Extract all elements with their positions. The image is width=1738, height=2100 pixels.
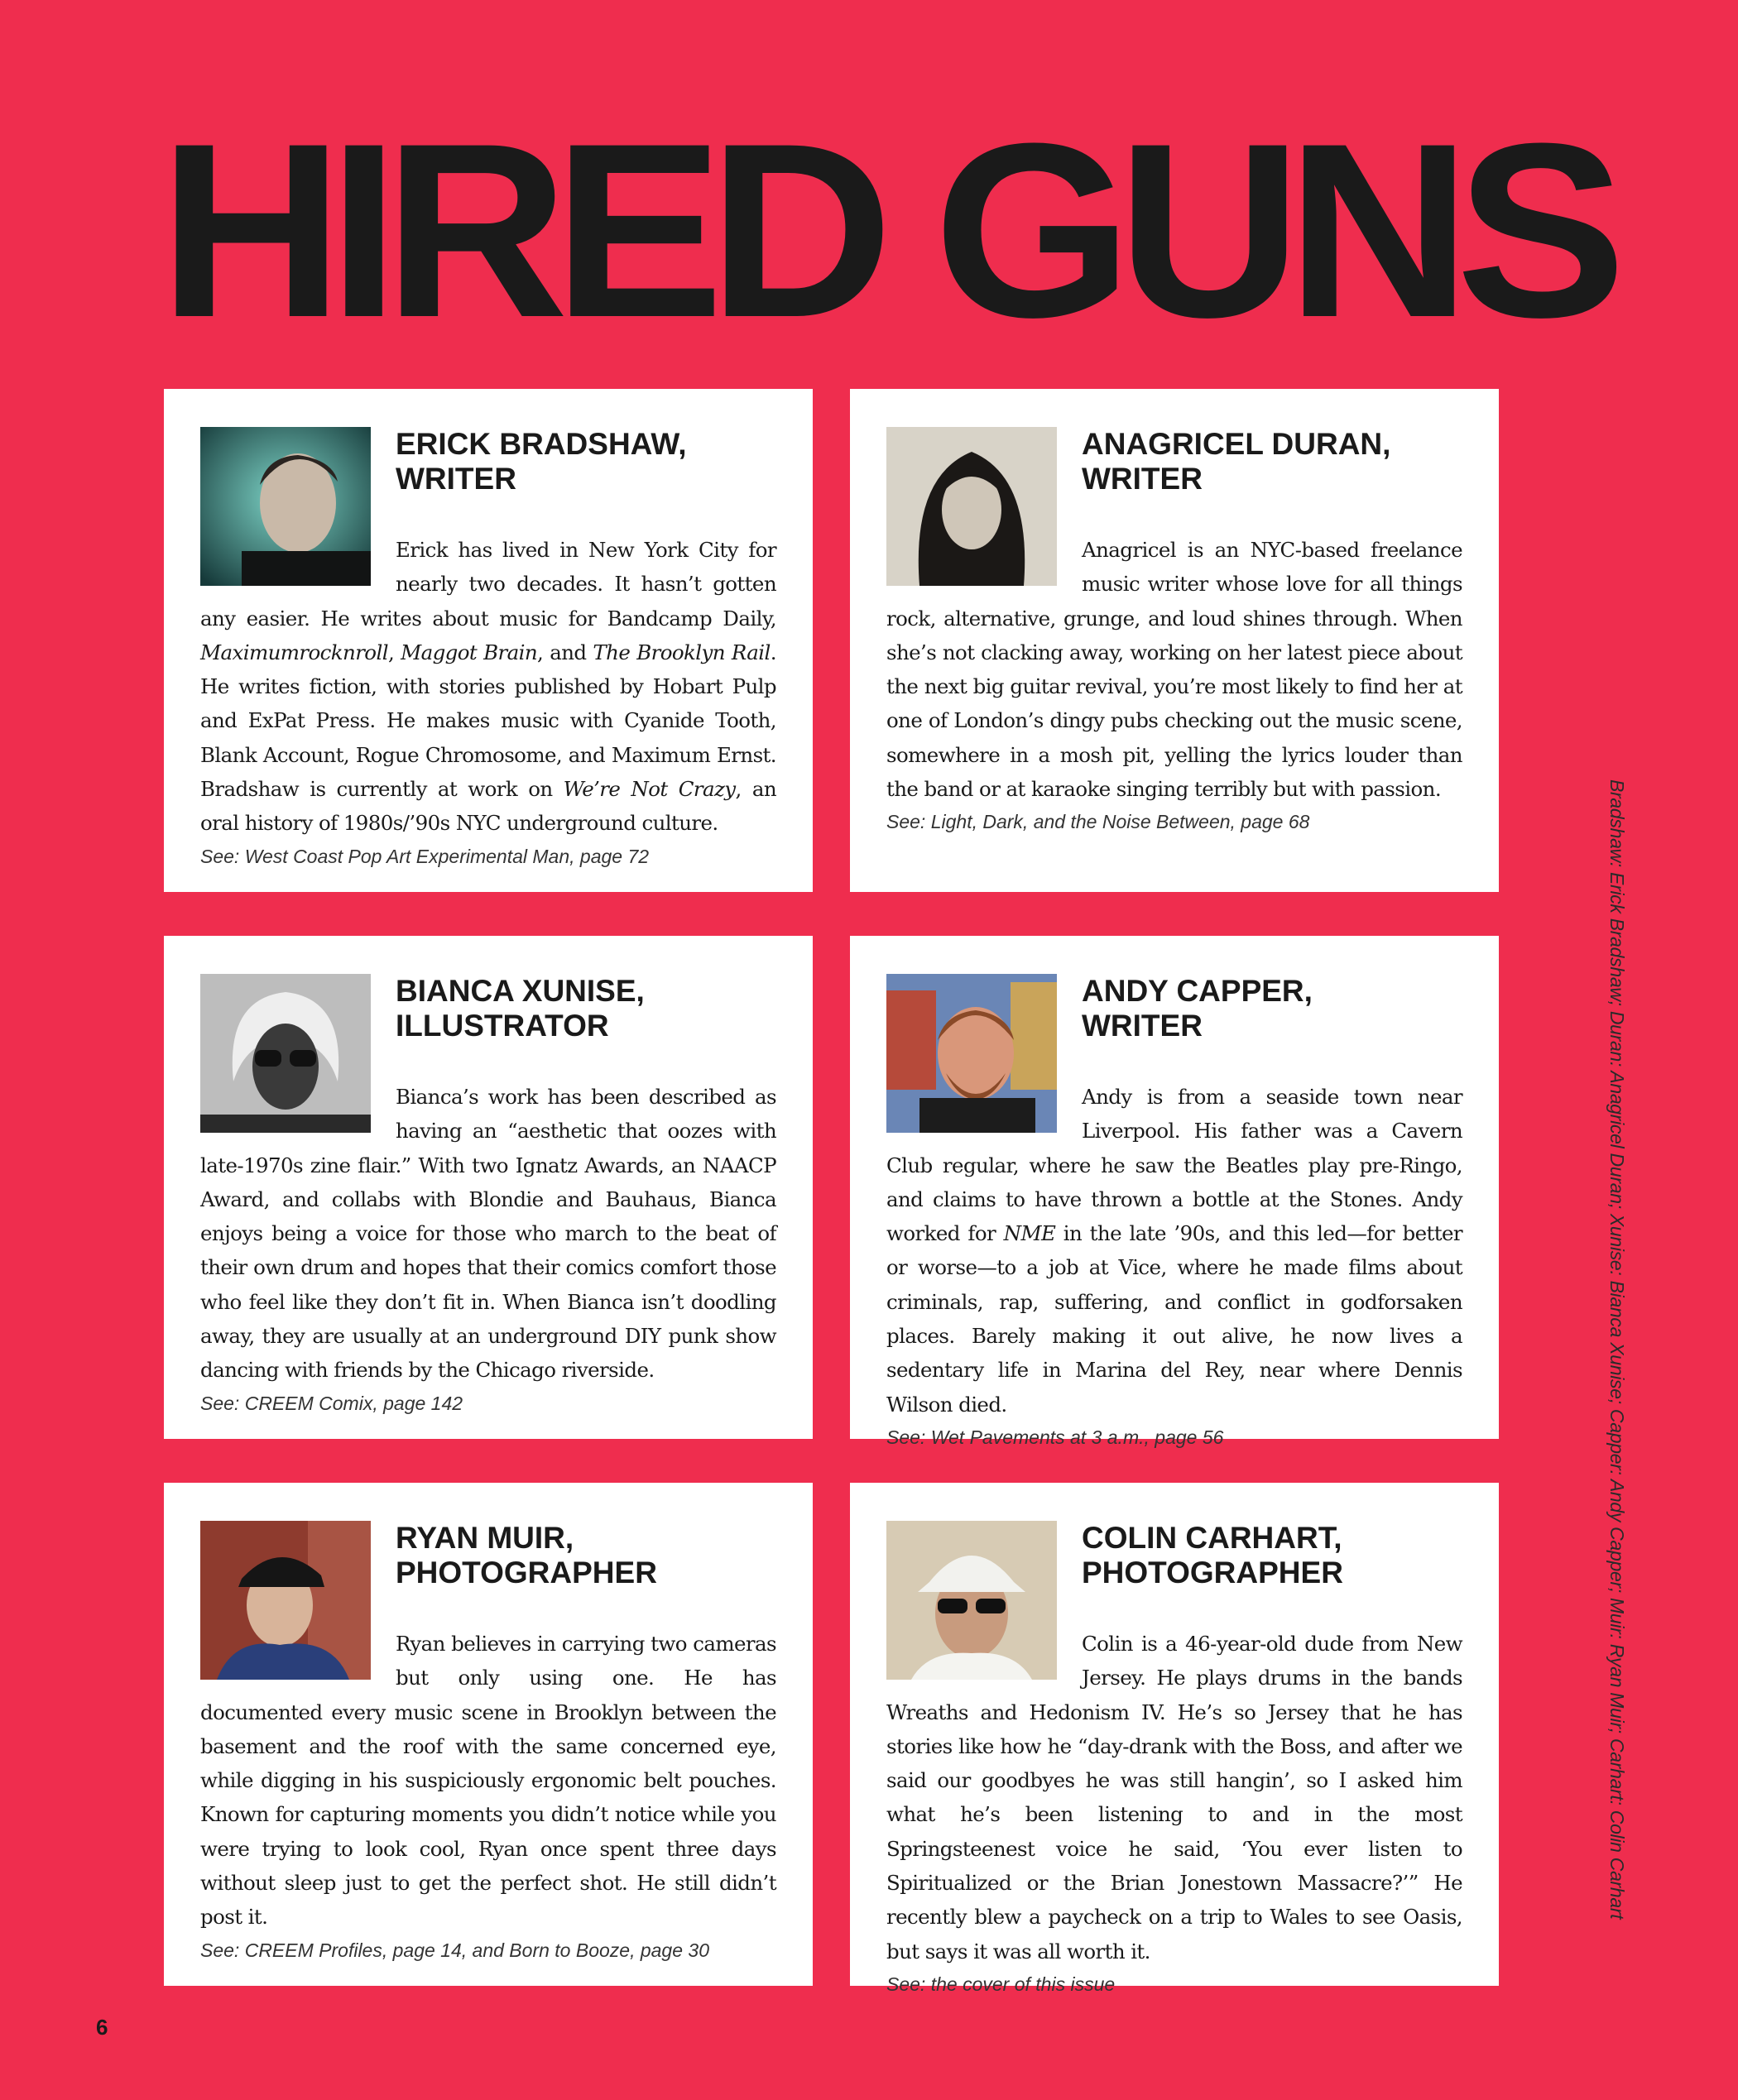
page-number: 6 xyxy=(96,2015,108,2040)
see-reference: See: the cover of this issue xyxy=(886,1973,1116,1995)
see-reference: See: Wet Pavements at 3 a.m., page 56 xyxy=(886,1426,1224,1448)
contributor-bio: Erick has lived in New York City for nearly two decades. It hasn’t gotten any easier. He writes about music for Bandcamp Daily, Maximumrocknroll, Maggot Brain, and The Brooklyn Rail. He writes fiction, with stories published by Hobart Pulp and ExPat Press. He makes music with Cyanide Tooth, Blank Account, Rogue Chromosome, and Maximum Ernst. Bradshaw is currently at work on We’re Not Crazy, an oral history of 1980s/’90s NYC underground culture. xyxy=(200,538,777,836)
bianca-xunise-photo xyxy=(200,974,371,1133)
contributor-bio: Bianca’s work has been described as having an “aesthetic that oozes with late-1970s zine flair.” With two Ignatz Awards, an NAACP Award, and collabs with Blondie and Bauhaus, Bianca enjoys being a voice for those who march to the beat of their own drum and hopes that their comics comfort those who feel like they don’t fit in. When Bianca isn’t doodling away, they are usually at an underground DIY punk show dancing with friends by the Chicago riverside. xyxy=(200,1085,776,1383)
contributor-card-carhart xyxy=(850,1483,1499,1995)
photo-credits: Bradshaw: Erick Bradshaw; Duran: Anagricel Duran; Xunise: Bianca Xunise; Capper: Andy Capper; Muir: Ryan Muir; Carhart: Colin Carhart xyxy=(1606,779,1628,1920)
italic-title: Maggot Brain xyxy=(401,640,538,664)
colin-carhart-photo xyxy=(886,1521,1057,1680)
contributor-bio: Anagricel is an NYC-based freelance music writer whose love for all things rock, alternative, grunge, and loud shines through. When she’s not clacking away, working on her latest piece about the next big guitar revival, you’re most likely to find her at one of London’s dingy pubs checking out the music scene, somewhere in a mosh pit, yelling the lyrics louder than the band or at karaoke singing terribly but with passion. xyxy=(886,538,1462,802)
contributor-name: ANAGRICEL DURAN, WRITER xyxy=(1082,427,1391,496)
contributor-bio: Colin is a 46-year-old dude from New Jersey. He plays drums in the bands Wreaths and Hedonism IV. He’s so Jersey that he has stories like how he “day-drank with the Boss, and after we said our goodbyes he was still hangin’, so I asked him what he’s been listening to and in the most Springsteenest voice he said, ‘You ever listen to Spiritualized or the Brian Jonestown Massacre?’” He recently blew a paycheck on a trip to Wales to see Oasis, but says it was all worth it. xyxy=(886,1632,1462,1963)
contributor-bio: Andy is from a seaside town near Liverpool. His father was a Cavern Club regular, where he saw the Beatles play pre-Ringo, and claims to have thrown a bottle at the Stones. Andy worked for NME in the late ’90s, and this led—for better or worse—to a job at Vice, where he made films about criminals, rap, suffering, and conflict in godforsaken places. Barely making it out alive, he now lives a sedentary life in Marina del Rey, near where Dennis Wilson died. xyxy=(886,1085,1463,1417)
ryan-muir-photo xyxy=(200,1521,371,1680)
anagricel-duran-photo xyxy=(886,427,1057,586)
contributor-card-xunise xyxy=(164,936,813,1439)
see-reference: See: CREEM Comix, page 142 xyxy=(200,1392,463,1414)
page-title: HIRED GUNS xyxy=(159,91,1611,369)
contributor-name: COLIN CARHART, PHOTOGRAPHER xyxy=(1082,1521,1343,1589)
italic-title: We’re Not Crazy xyxy=(563,777,736,802)
contributor-name: ERICK BRADSHAW, WRITER xyxy=(396,427,687,496)
contributor-card-duran xyxy=(850,389,1499,892)
erick-bradshaw-photo xyxy=(200,427,371,586)
contributor-name: RYAN MUIR, PHOTOGRAPHER xyxy=(396,1521,657,1589)
contributor-bio: Ryan believes in carrying two cameras but only using one. He has documented every music scene in Brooklyn between the basement and the roof with the same concerned eye, while digging in his suspiciously ergonomic belt pouches. Known for capturing moments you didn’t notice while you were trying to look cool, Ryan once spent three days without sleep just to get the perfect shot. He still didn’t post it. xyxy=(200,1632,776,1930)
see-reference: See: Light, Dark, and the Noise Between, page 68 xyxy=(886,811,1310,833)
see-reference: See: CREEM Profiles, page 14, and Born to Booze, page 30 xyxy=(200,1939,709,1961)
contributor-name: BIANCA XUNISE, ILLUSTRATOR xyxy=(396,974,645,1043)
contributor-card-muir xyxy=(164,1483,813,1986)
italic-title: NME xyxy=(1003,1221,1056,1246)
contributor-name: ANDY CAPPER, WRITER xyxy=(1082,974,1313,1043)
contributor-card-capper xyxy=(850,936,1499,1448)
contributor-card-bradshaw xyxy=(164,389,813,892)
andy-capper-photo xyxy=(886,974,1057,1133)
see-reference: See: West Coast Pop Art Experimental Man, page 72 xyxy=(200,845,650,867)
italic-title: The Brooklyn Rail xyxy=(593,640,771,664)
italic-title: Maximumrocknroll xyxy=(200,640,388,664)
